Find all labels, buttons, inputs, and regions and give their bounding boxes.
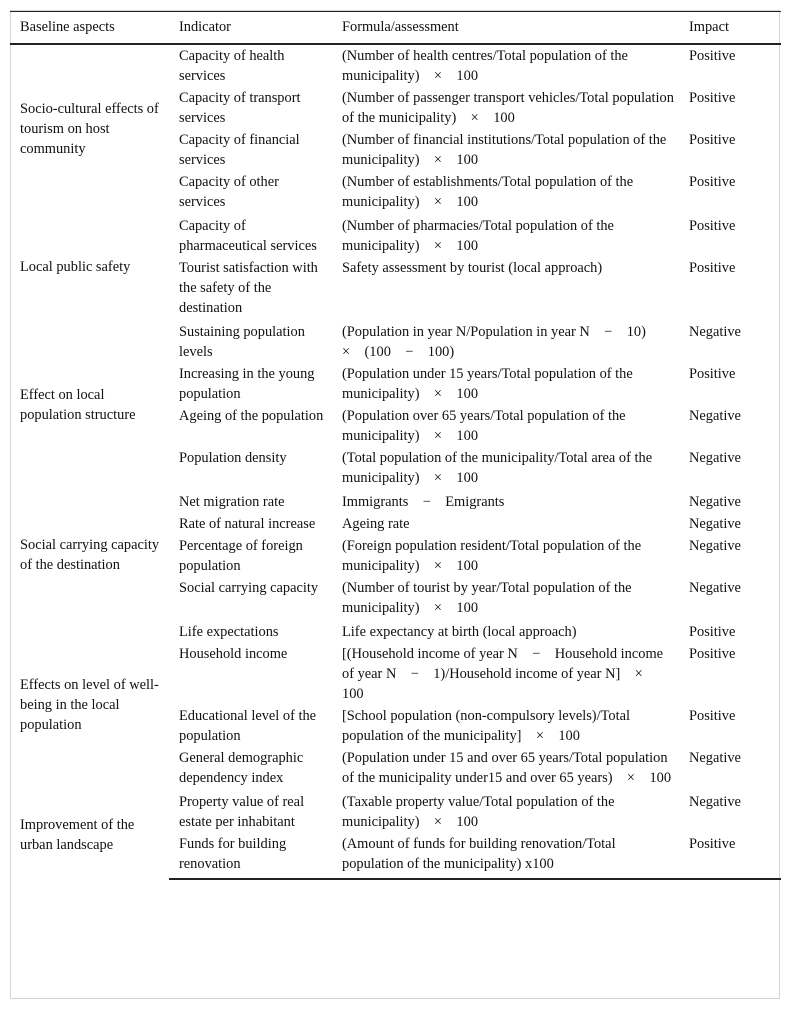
impact-cell: Positive	[689, 132, 736, 148]
indicator-cell: Educational level of the population	[179, 708, 317, 744]
impact-cell: Negative	[689, 450, 741, 466]
baseline-aspect-cell: Effects on level of well-being in the local population	[20, 677, 159, 733]
impact-cell: Positive	[689, 218, 736, 234]
baseline-aspect-cell: Socio-cultural effects of tourism on host community	[20, 101, 159, 157]
impact-cell: Negative	[689, 538, 741, 554]
formula-cell: (Population in year N/Population in year N − 10) × (100 − 100)	[342, 324, 661, 360]
header-impact: Impact	[679, 12, 781, 45]
indicator-cell: Capacity of other services	[179, 174, 279, 210]
indicator-cell: Funds for building renovation	[169, 833, 332, 879]
impact-cell: Positive	[689, 708, 736, 724]
indicator-cell: Household income	[179, 646, 288, 662]
formula-cell: (Amount of funds for building renovation/Total population of the municipality) x100	[332, 833, 679, 879]
impact-cell: Negative	[689, 794, 741, 810]
table-body	[10, 44, 781, 879]
indicator-cell: Increasing in the young population	[179, 366, 315, 402]
header-row	[10, 12, 781, 45]
indicator-cell: Tourist satisfaction with the safety of the destination	[179, 260, 318, 316]
impact-cell: Positive	[689, 174, 736, 190]
formula-cell: (Number of passenger transport vehicles/Total population of the municipality) × 100	[342, 90, 674, 126]
indicator-cell: Capacity of financial services	[179, 132, 300, 168]
formula-cell: Ageing rate	[342, 516, 410, 532]
indicator-cell: Sustaining population levels	[179, 324, 305, 360]
header-indicator: Indicator	[169, 12, 332, 45]
indicator-cell: Capacity of transport services	[179, 90, 301, 126]
formula-cell: Immigrants − Emigrants	[342, 494, 505, 510]
indicator-cell: Life expectations	[179, 624, 279, 640]
indicator-cell: Social carrying capacity	[179, 580, 319, 596]
table-row	[10, 789, 781, 833]
impact-cell: Negative	[689, 324, 741, 340]
indicator-cell: Population density	[179, 450, 287, 466]
impact-cell: Positive	[679, 833, 781, 879]
formula-cell: [School population (non-compulsory levels)/Total population of the municipality] × 100	[342, 708, 630, 744]
baseline-aspect-cell: Effect on local population structure	[20, 387, 136, 423]
impact-cell: Positive	[689, 48, 736, 64]
indicator-cell: Capacity of health services	[179, 48, 285, 84]
impact-cell: Positive	[689, 366, 736, 382]
indicator-cell: Property value of real estate per inhabitant	[179, 794, 305, 830]
impact-cell: Negative	[689, 408, 741, 424]
impact-cell: Positive	[689, 624, 736, 640]
baseline-aspect-cell: Social carrying capacity of the destination	[20, 537, 160, 573]
formula-cell: (Number of tourist by year/Total population of the municipality) × 100	[342, 580, 632, 616]
impact-cell: Negative	[689, 516, 741, 532]
formula-cell: (Population over 65 years/Total population of the municipality) × 100	[342, 408, 626, 444]
impact-cell: Positive	[689, 90, 736, 106]
table-row	[10, 619, 781, 643]
indicator-cell: General demographic dependency index	[179, 750, 304, 786]
formula-cell: (Population under 15 and over 65 years/Total population of the municipality under15 and over 65 years) × 100	[342, 750, 672, 786]
indicator-cell: Capacity of pharmaceutical services	[179, 218, 317, 254]
impact-cell: Negative	[689, 580, 741, 596]
indicator-cell: Net migration rate	[179, 494, 285, 510]
formula-cell: (Foreign population resident/Total population of the municipality) × 100	[342, 538, 642, 574]
header-formula: Formula/assessment	[332, 12, 679, 45]
table-row	[10, 489, 781, 513]
formula-cell: (Number of pharmacies/Total population of the municipality) × 100	[342, 218, 614, 254]
formula-cell: (Population under 15 years/Total population of the municipality) × 100	[342, 366, 633, 402]
table-row	[10, 213, 781, 257]
baseline-aspect-cell: Local public safety	[20, 259, 131, 275]
baseline-aspect-cell: Improvement of the urban landscape	[20, 817, 135, 853]
table-row	[10, 44, 781, 87]
formula-cell: Safety assessment by tourist (local approach)	[342, 260, 603, 276]
impact-cell: Negative	[689, 750, 741, 766]
formula-cell: (Number of financial institutions/Total population of the municipality) × 100	[342, 132, 667, 168]
formula-cell: (Number of establishments/Total population of the municipality) × 100	[342, 174, 634, 210]
table-row	[10, 319, 781, 363]
header-baseline-aspects: Baseline aspects	[10, 12, 169, 45]
formula-cell: [(Household income of year N − Household income of year N − 1)/Household income of year N] × 100	[342, 646, 664, 702]
impact-cell: Negative	[689, 494, 741, 510]
indicator-table	[10, 11, 781, 880]
indicator-cell: Percentage of foreign population	[179, 538, 303, 574]
indicator-cell: Rate of natural increase	[179, 516, 316, 532]
formula-cell: (Total population of the municipality/Total area of the municipality) × 100	[342, 450, 653, 486]
formula-cell: Life expectancy at birth (local approach)	[342, 624, 577, 640]
formula-cell: (Taxable property value/Total population of the municipality) × 100	[342, 794, 615, 830]
impact-cell: Positive	[689, 260, 736, 276]
impact-cell: Positive	[689, 646, 736, 662]
formula-cell: (Number of health centres/Total population of the municipality) × 100	[342, 48, 628, 84]
indicator-cell: Ageing of the population	[179, 408, 324, 424]
